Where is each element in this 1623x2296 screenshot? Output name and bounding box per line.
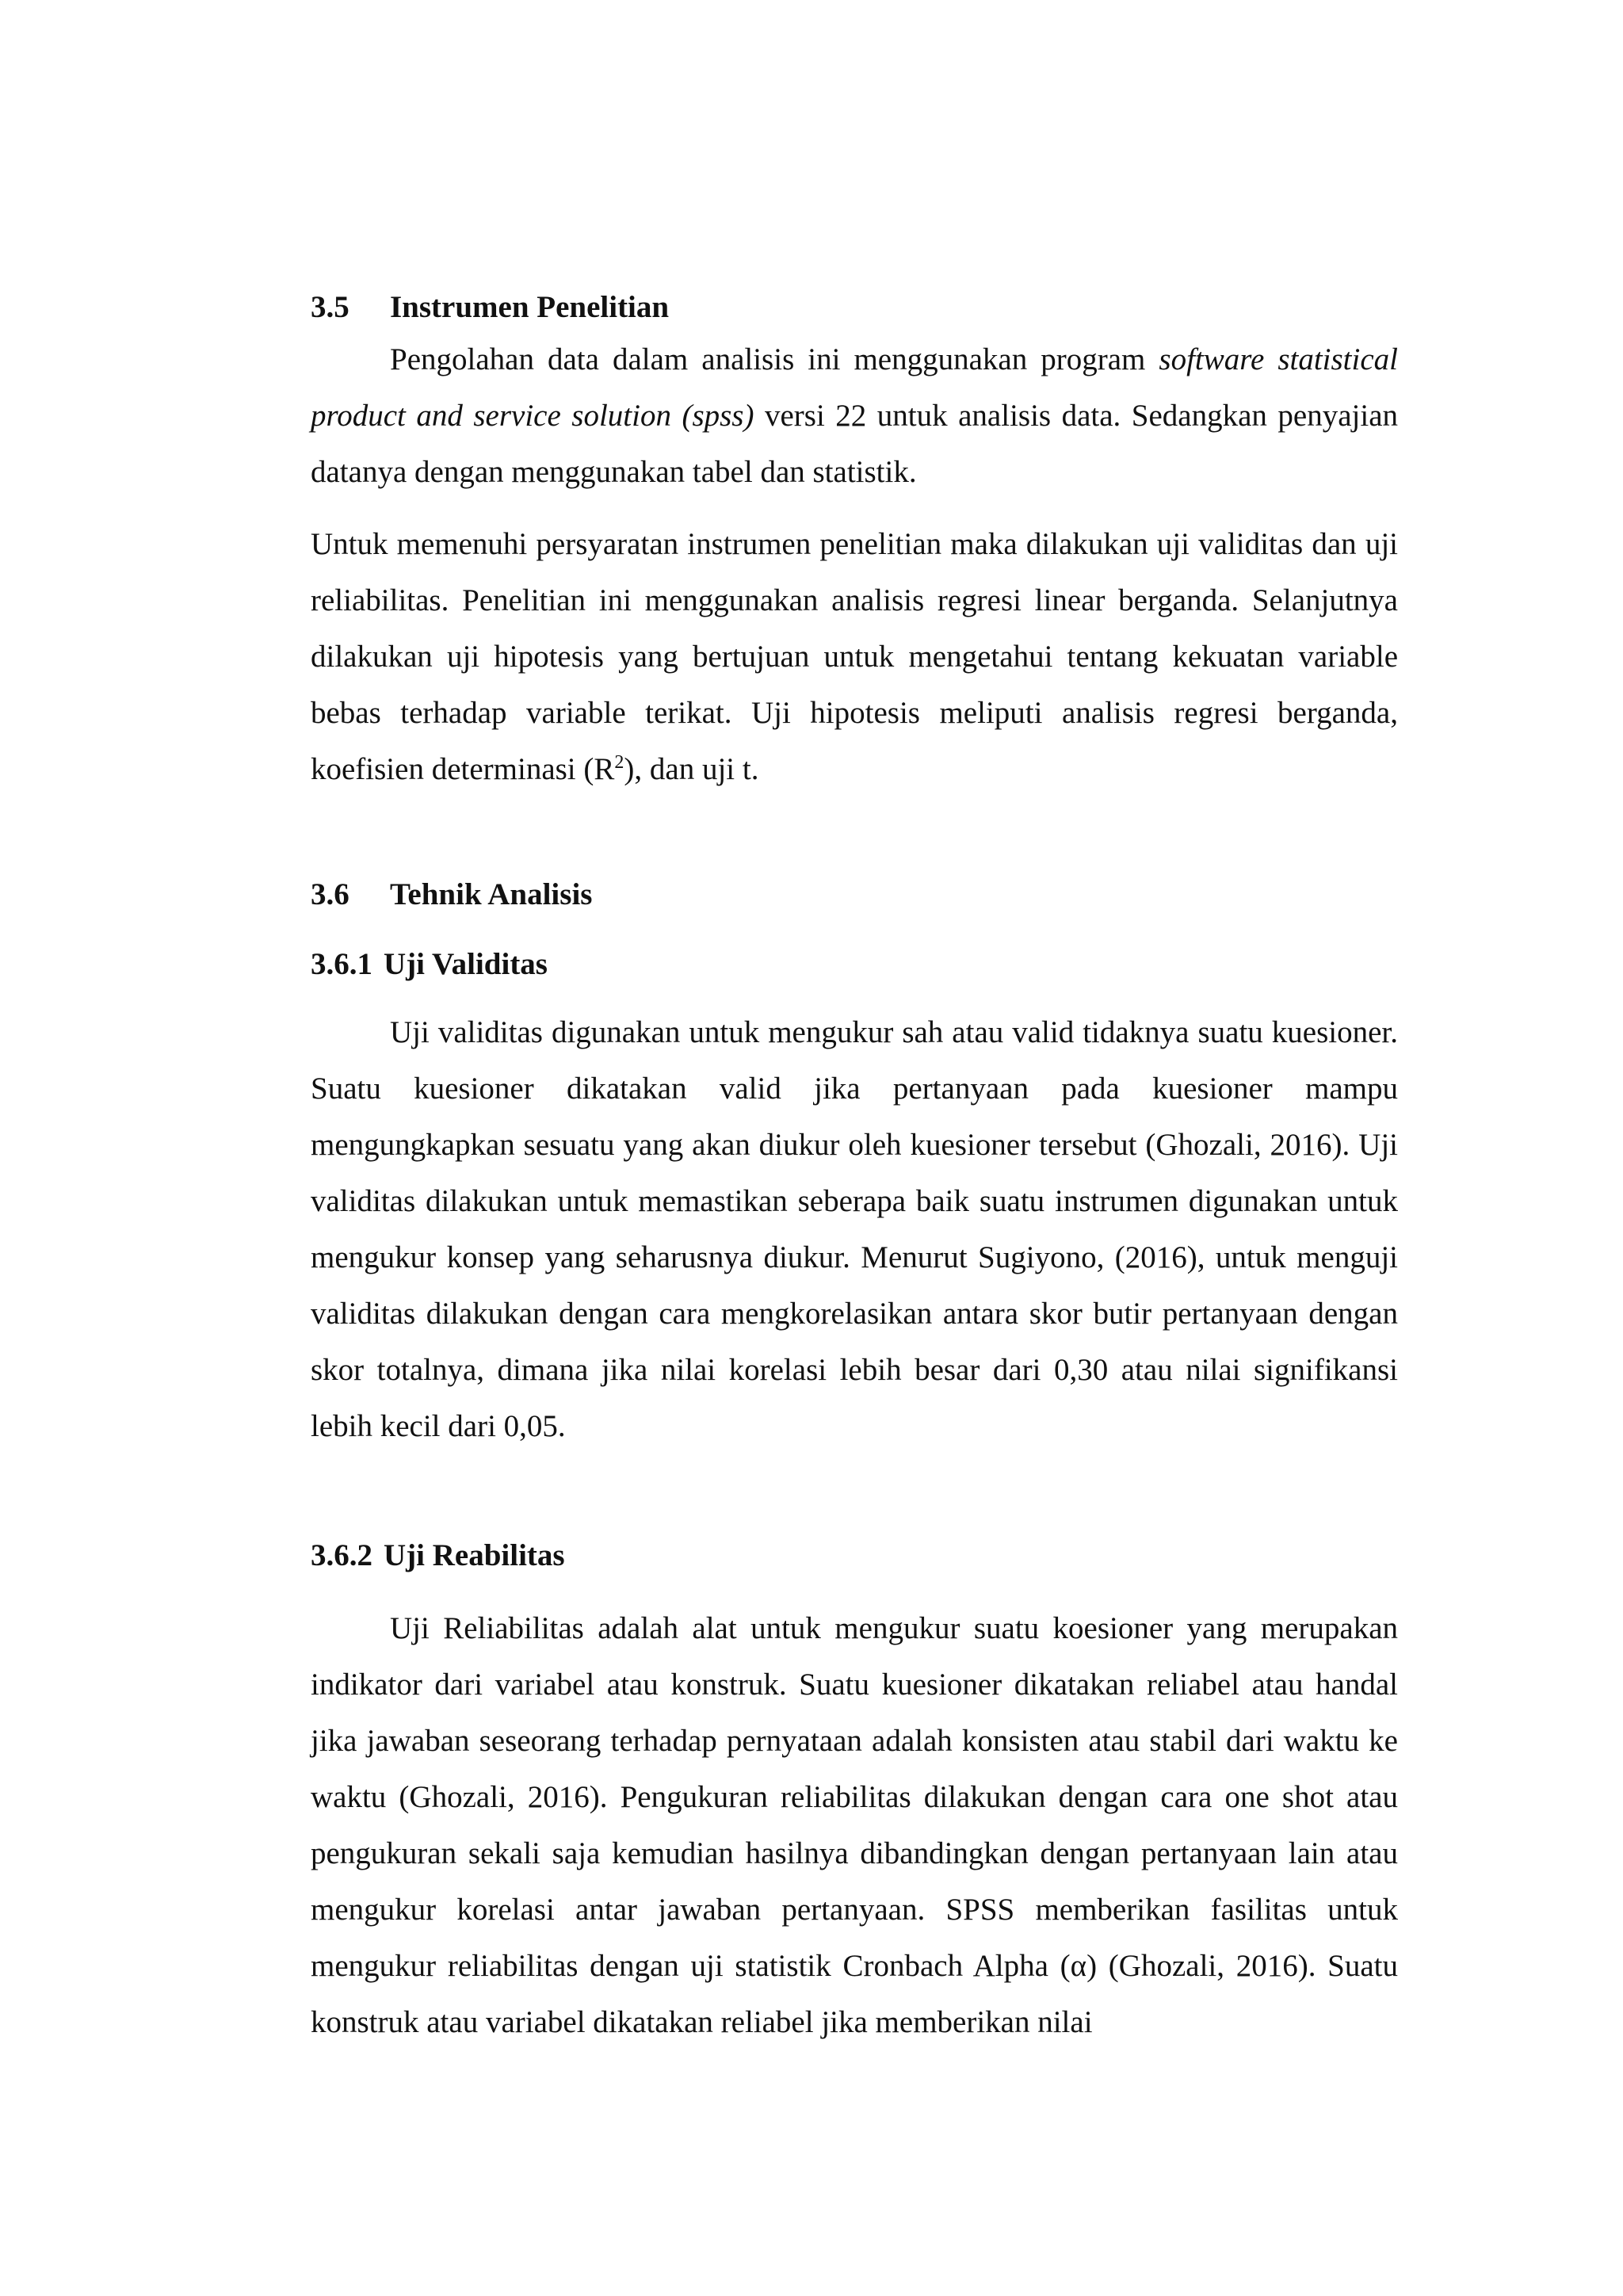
paragraph-instrumen-1: Pengolahan data dalam analisis ini menggunakan program software statistical product and service solution (spss) versi 22 untuk analisis data. Sedangkan penyajian datanya dengan menggunakan tabel dan statistik.: [311, 342, 1398, 489]
section-title: Tehnik Analisis: [390, 877, 593, 911]
section-title: Instrumen Penelitian: [390, 290, 670, 324]
paragraph-reabilitas: Uji Reliabilitas adalah alat untuk mengukur suatu koesioner yang merupakan indikator dari variabel atau konstruk. Suatu kuesioner dikatakan reliabel atau handal jika jawaban seseorang terhadap pernyataan adalah konsisten atau stabil dari waktu ke waktu (Ghozali, 2016). Pengukuran reliabilitas dilakukan dengan cara one shot atau pengukuran sekali saja kemudian hasilnya dibandingkan dengan pertanyaan lain atau mengukur korelasi antar jawaban pertanyaan. SPSS memberikan fasilitas untuk mengukur reliabilitas dengan uji statistik Cronbach Alpha (α) (Ghozali, 2016). Suatu konstruk atau variabel dikatakan reliabel jika memberikan nilai: [311, 1611, 1398, 2039]
paragraph-validitas: Uji validitas digunakan untuk mengukur sah atau valid tidaknya suatu kuesioner. Suatu kuesioner dikatakan valid jika pertanyaan pada kuesioner mampu mengungkapkan sesuatu yang akan diukur oleh kuesioner tersebut (Ghozali, 2016). Uji validitas dilakukan untuk memastikan seberapa baik suatu instrumen digunakan untuk mengukur konsep yang seharusnya diukur. Menurut Sugiyono, (2016), untuk menguji validitas dilakukan dengan cara mengkorelasikan antara skor butir pertanyaan dengan skor totalnya, dimana jika nilai korelasi lebih besar dari 0,30 atau nilai signifikansi lebih kecil dari 0,05.: [311, 1015, 1398, 1443]
section-number: 3.6.1: [311, 947, 372, 981]
section-number: 3.6.2: [311, 1538, 372, 1572]
section-heading-3-6-1: [311, 942, 1398, 987]
section-number: 3.6: [311, 877, 349, 911]
section-heading-3-6-2: [311, 1534, 1398, 1578]
section-heading-3-5: [311, 285, 1398, 330]
document-page: [311, 285, 1398, 2050]
superscript-2: 2: [614, 752, 624, 773]
italic-software-name: software statistical product and service solution (spss): [311, 342, 1398, 433]
section-heading-3-6: [311, 873, 1398, 917]
section-title: Uji Validitas: [384, 947, 548, 981]
paragraph-instrumen-2: Untuk memenuhi persyaratan instrumen penelitian maka dilakukan uji validitas dan uji reliabilitas. Penelitian ini menggunakan analisis regresi linear berganda. Selanjutnya dilakukan uji hipotesis yang bertujuan untuk mengetahui tentang kekuatan variable bebas terhadap variable terikat. Uji hipotesis meliputi analisis regresi berganda, koefisien determinasi $(R^2)$, dan uji t.: [311, 527, 1398, 786]
section-title: Uji Reabilitas: [384, 1538, 565, 1572]
section-number: 3.5: [311, 290, 349, 324]
